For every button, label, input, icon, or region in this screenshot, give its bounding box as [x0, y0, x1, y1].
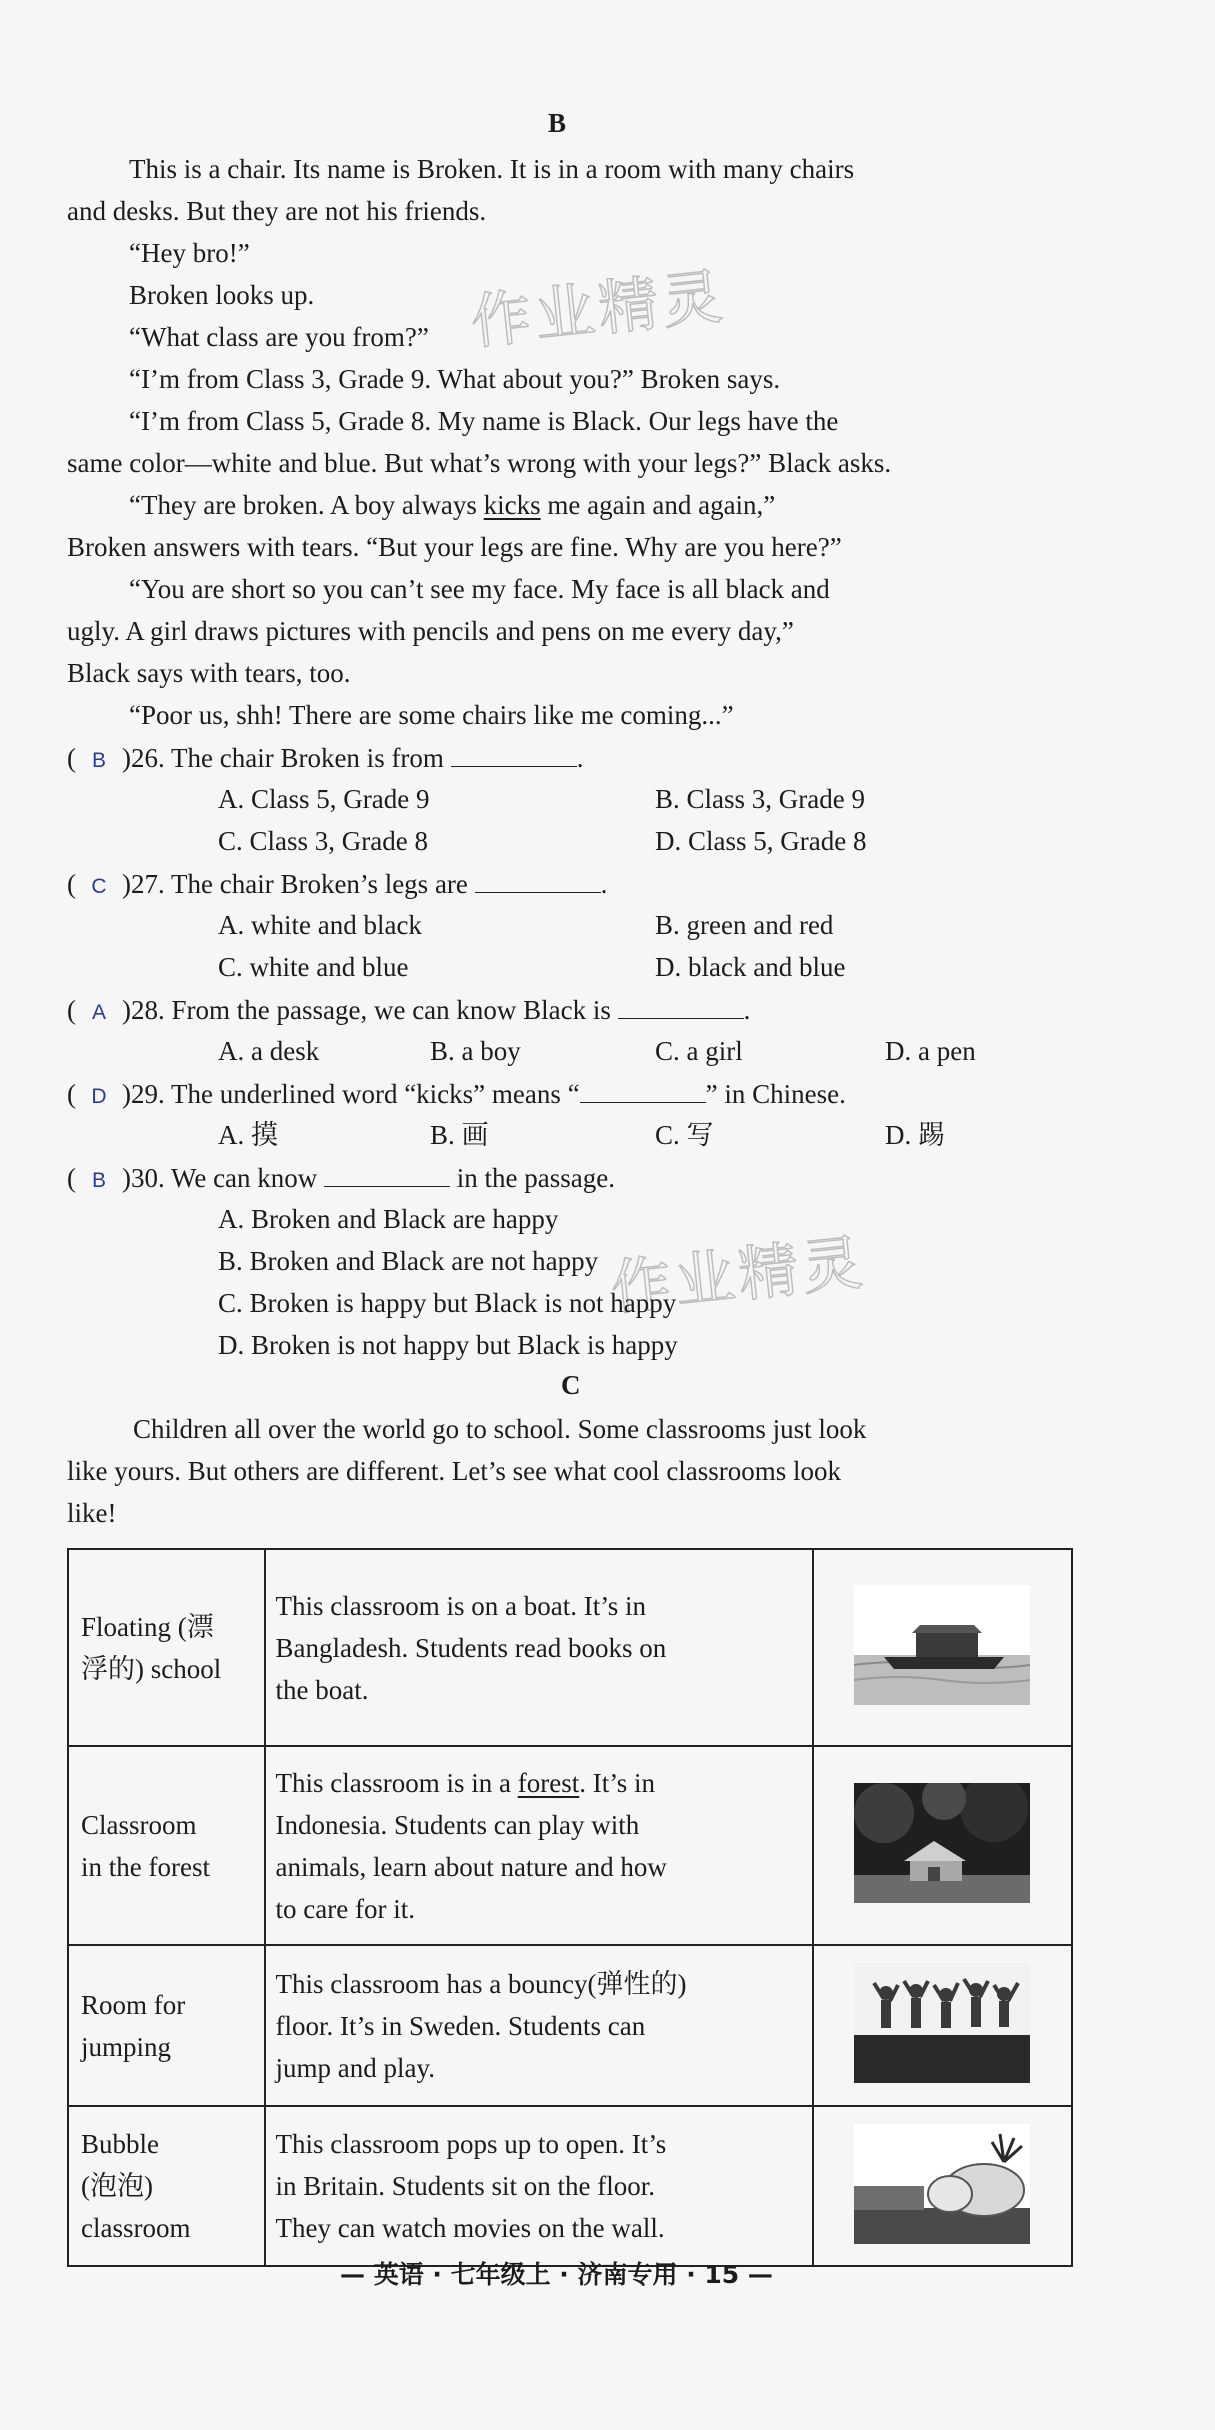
desc-line: in Britain. Students sit on the floor. [275, 2171, 656, 2201]
question-stem: From the passage, we can know Black is [171, 995, 611, 1025]
name-line: (泡泡) [81, 2171, 153, 2201]
passage-line: “Poor us, shh! There are some chairs like me coming...” [129, 700, 734, 730]
answer-blank[interactable] [580, 1072, 706, 1103]
classroom-description [265, 1549, 813, 1746]
question-29: ( D )29. The underlined word “kicks” means “ ” in Chinese. [67, 1072, 846, 1118]
question-stem: The underlined word “kicks” means “ [171, 1079, 580, 1109]
desc-line: jump and play. [275, 2052, 435, 2083]
answer-mark: A [91, 1001, 106, 1024]
answer-mark: B [91, 1169, 106, 1192]
passage-text: “They are broken. A boy always [129, 490, 484, 520]
option: D. a pen [885, 1036, 976, 1066]
passage-text: me again and again,” [540, 490, 776, 520]
desc-line: This classroom pops up to open. It’s [275, 2129, 667, 2159]
passage-line: same color—white and blue. But what’s wrong with your legs?” Black asks. [67, 448, 892, 478]
question-27: ( C )27. The chair Broken’s legs are . [67, 862, 607, 908]
classroom-name [68, 2106, 265, 2266]
desc-text: . It’s in [579, 1767, 655, 1798]
table-row [68, 1746, 1072, 1945]
answer-mark: B [91, 749, 106, 772]
question-stem: The chair Broken is from [171, 743, 444, 773]
option: C. a girl [655, 1036, 743, 1066]
name-line: jumping [81, 2031, 172, 2062]
table-row [68, 1945, 1072, 2106]
question-stem-end: ” in Chinese. [705, 1079, 846, 1109]
desc-line [276, 1762, 802, 1804]
question-stem: We can know [171, 1163, 318, 1193]
question-stem: The chair Broken’s legs are [171, 869, 468, 899]
boat-photo-icon [854, 1585, 1030, 1705]
option: C. Class 3, Grade 8 [218, 826, 428, 856]
classroom-table [67, 1548, 1073, 2267]
option: A. Class 5, Grade 9 [218, 784, 430, 814]
desc-line: Indonesia. Students can play with [275, 1809, 640, 1840]
watermark [466, 249, 730, 361]
name-line: Room for [81, 1989, 186, 2020]
question-number: )26. [122, 743, 165, 773]
question-number: )29. [122, 1079, 165, 1109]
passage-line: “I’m from Class 3, Grade 9. What about you?” Broken says. [129, 364, 781, 394]
classroom-photo-cell [813, 1746, 1072, 1945]
classroom-description [265, 1746, 813, 1945]
question-26: ( B )26. The chair Broken is from . [67, 736, 583, 782]
option: A. a desk [218, 1036, 320, 1066]
classroom-photo-cell [813, 1945, 1072, 2106]
underlined-word-kicks: kicks [483, 490, 541, 520]
watermark-text: 作业精灵 [607, 1227, 870, 1325]
passage-line: like! [67, 1498, 117, 1528]
name-line: 浮的) school [81, 1653, 222, 1684]
desc-line: This classroom has a bouncy(弹性的) [275, 1968, 687, 1999]
watermark-text: 作业精灵 [467, 261, 730, 359]
option: D. 踢 [885, 1120, 945, 1150]
answer-mark: C [91, 875, 107, 898]
table-row [68, 1549, 1072, 1746]
table-row [68, 2106, 1072, 2266]
option: B. green and red [655, 910, 834, 940]
passage-line: ugly. A girl draws pictures with pencils and pens on me every day,” [67, 616, 794, 646]
question-stem-end: in the passage. [456, 1163, 615, 1193]
option: B. a boy [430, 1036, 521, 1066]
desc-line: This classroom is on a boat. It’s in [275, 1590, 646, 1621]
answer-mark: D [91, 1085, 107, 1108]
jumping-photo-icon [854, 1963, 1030, 2083]
passage-line: and desks. But they are not his friends. [67, 196, 487, 226]
bubble-photo-icon [854, 2124, 1030, 2244]
option: B. 画 [430, 1120, 489, 1150]
passage-line: Children all over the world go to school. Some classrooms just look [133, 1414, 867, 1444]
desc-line: the boat. [275, 1674, 369, 1705]
answer-blank[interactable] [618, 988, 744, 1019]
passage-line: Broken answers with tears. “But your legs are fine. Why are you here?” [67, 532, 842, 562]
name-line: Classroom [81, 1809, 197, 1840]
option: C. white and blue [218, 952, 409, 982]
classroom-photo-cell [813, 2106, 1072, 2266]
forest-photo-icon [854, 1783, 1030, 1903]
passage-line: “What class are you from?” [129, 322, 429, 352]
question-30: ( B )30. We can know in the passage. [67, 1156, 615, 1202]
section-b-title: B [548, 108, 567, 138]
question-number: )30. [122, 1163, 165, 1193]
underlined-word-forest: forest [517, 1767, 580, 1798]
question-stem-end: . [600, 869, 608, 899]
question-number: )27. [122, 869, 165, 899]
passage-line: Broken looks up. [129, 280, 315, 310]
section-c-title: C [561, 1370, 581, 1400]
desc-line: to care for it. [275, 1893, 415, 1924]
name-line: in the forest [81, 1851, 210, 1882]
passage-line: like yours. But others are different. Let’s see what cool classrooms look [67, 1456, 842, 1486]
option: C. 写 [655, 1120, 714, 1150]
classroom-description [265, 2106, 813, 2266]
question-number: )28. [122, 995, 165, 1025]
desc-line: animals, learn about nature and how [275, 1851, 667, 1882]
option: D. black and blue [655, 952, 846, 982]
option: D. Broken is not happy but Black is happy [218, 1330, 678, 1360]
answer-blank[interactable] [324, 1156, 450, 1187]
passage-line: “You are short so you can’t see my face. My face is all black and [129, 574, 830, 604]
option: C. Broken is happy but Black is not happy [218, 1288, 677, 1318]
passage-line: “I’m from Class 5, Grade 8. My name is Black. Our legs have the [129, 406, 839, 436]
question-stem-end: . [576, 743, 584, 773]
classroom-description [265, 1945, 813, 2106]
option: A. Broken and Black are happy [218, 1204, 559, 1234]
question-stem-end: . [743, 995, 751, 1025]
desc-line: They can watch movies on the wall. [275, 2213, 665, 2243]
question-28: ( A )28. From the passage, we can know Black is . [67, 988, 750, 1034]
passage-line: This is a chair. Its name is Broken. It is in a room with many chairs [129, 154, 855, 184]
page-footer: — 英语 · 七年级上 · 济南专用 · 15 — [340, 2260, 773, 2289]
name-line: Bubble [81, 2129, 159, 2159]
option: A. white and black [218, 910, 422, 940]
passage-line: “Hey bro!” [129, 238, 250, 268]
option: A. 摸 [218, 1120, 278, 1150]
passage-line: Black says with tears, too. [67, 658, 351, 688]
option: B. Broken and Black are not happy [218, 1246, 599, 1276]
classroom-photo-cell [813, 1549, 1072, 1746]
answer-blank[interactable] [451, 736, 577, 767]
classroom-name [68, 1945, 265, 2106]
desc-line: floor. It’s in Sweden. Students can [275, 2010, 646, 2041]
desc-text: This classroom is in a [275, 1767, 518, 1798]
option: D. Class 5, Grade 8 [655, 826, 867, 856]
classroom-name [68, 1746, 265, 1945]
name-line: classroom [81, 2213, 191, 2243]
name-line: Floating (漂 [81, 1611, 214, 1642]
option: B. Class 3, Grade 9 [655, 784, 865, 814]
answer-blank[interactable] [475, 862, 601, 893]
desc-line: Bangladesh. Students read books on [275, 1632, 667, 1663]
classroom-name [68, 1549, 265, 1746]
passage-line [129, 484, 775, 526]
